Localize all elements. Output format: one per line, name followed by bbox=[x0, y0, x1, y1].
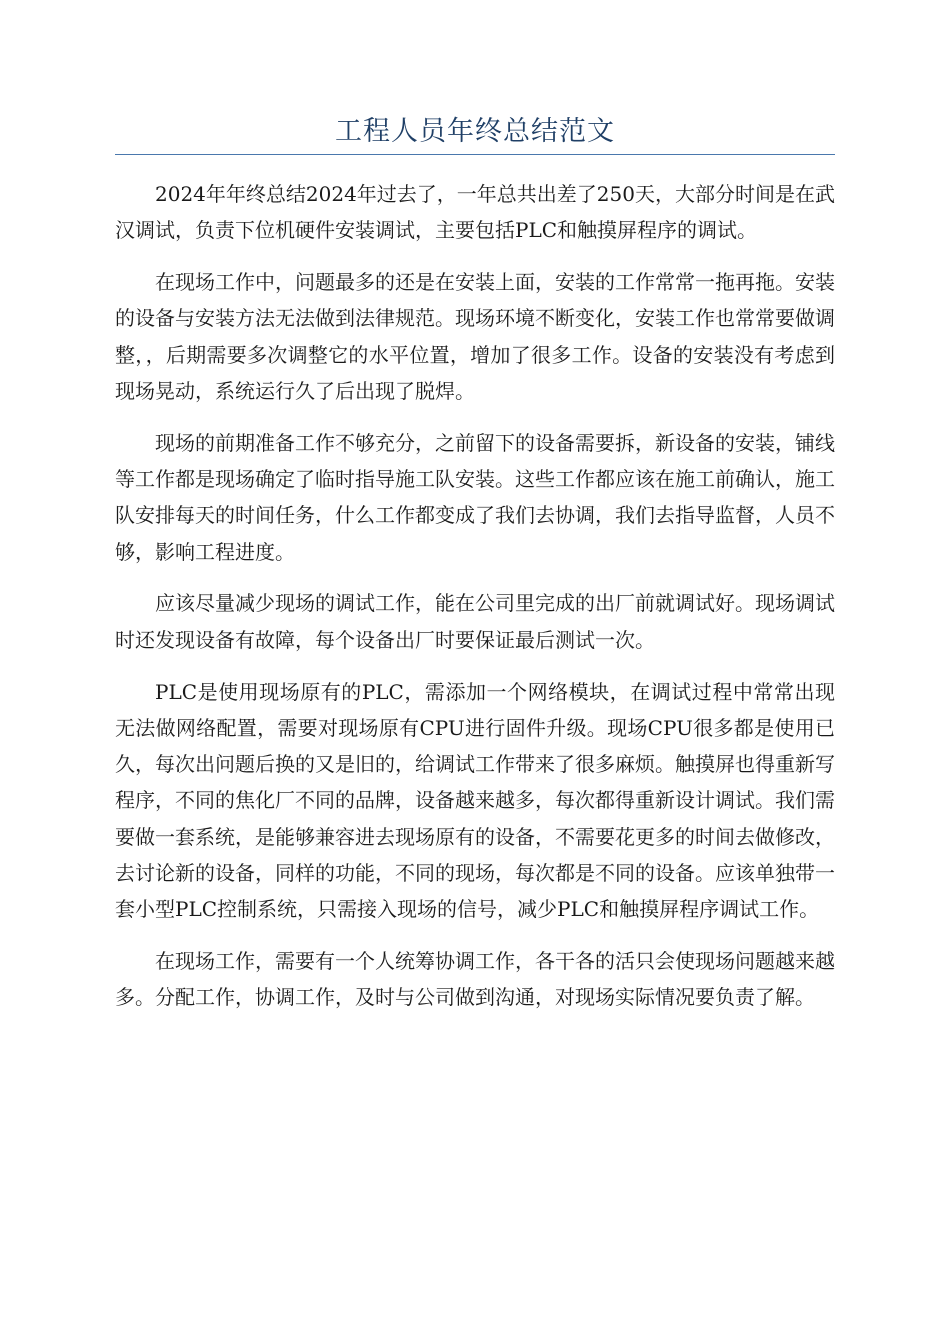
paragraph-2: 在现场工作中，问题最多的还是在安装上面，安装的工作常常一拖再拖。安装的设备与安装方法无法做到法律规范。现场环境不断变化，安装工作也常常要做调整，，后期需要多次调整它的水平位置，增加了很多工作。设备的安装没有考虑到现场晃动，系统运行久了后出现了脱焊。 bbox=[115, 270, 835, 403]
document-title: 工程人员年终总结范文 bbox=[335, 116, 615, 147]
paragraph-5: PLC是使用现场原有的PLC，需添加一个网络模块，在调试过程中常常出现无法做网络配置，需要对现场原有CPU进行固件升级。现场CPU很多都是使用已久，每次出问题后换的又是旧的，给调试工作带来了很多麻烦。触摸屏也得重新写程序，不同的焦化厂不同的品牌，设备越来越多，每次都得重新设计调试。我们需要做一套系统，是能够兼容进去现场原有的设备，不需要花更多的时间去做修改，去讨论新的设备，同样的功能，不同的现场，每次都是不同的设备。应该单独带一套小型PLC控制系统，只需接入现场的信号，减少PLC和触摸屏程序调试工作。 bbox=[115, 679, 835, 922]
paragraph-4: 应该尽量减少现场的调试工作，能在公司里完成的出厂前就调试好。现场调试时还发现设备有故障，每个设备出厂时要保证最后测试一次。 bbox=[115, 591, 835, 652]
document-body bbox=[115, 176, 835, 1031]
paragraph-6: 在现场工作，需要有一个人统筹协调工作，各干各的活只会使现场问题越来越多。分配工作，协调工作，及时与公司做到沟通，对现场实际情况要负责了解。 bbox=[115, 949, 835, 1010]
paragraph-1: 2024年年终总结2024年过去了，一年总共出差了250天，大部分时间是在武汉调试，负责下位机硬件安装调试，主要包括PLC和触摸屏程序的调试。 bbox=[115, 182, 835, 243]
paragraph-3: 现场的前期准备工作不够充分，之前留下的设备需要拆，新设备的安装，铺线等工作都是现场确定了临时指导施工队安装。这些工作都应该在施工前确认，施工队安排每天的时间任务，什么工作都变成了我们去协调，我们去指导监督，人员不够，影响工程进度。 bbox=[115, 430, 835, 564]
title-underline bbox=[115, 154, 835, 155]
